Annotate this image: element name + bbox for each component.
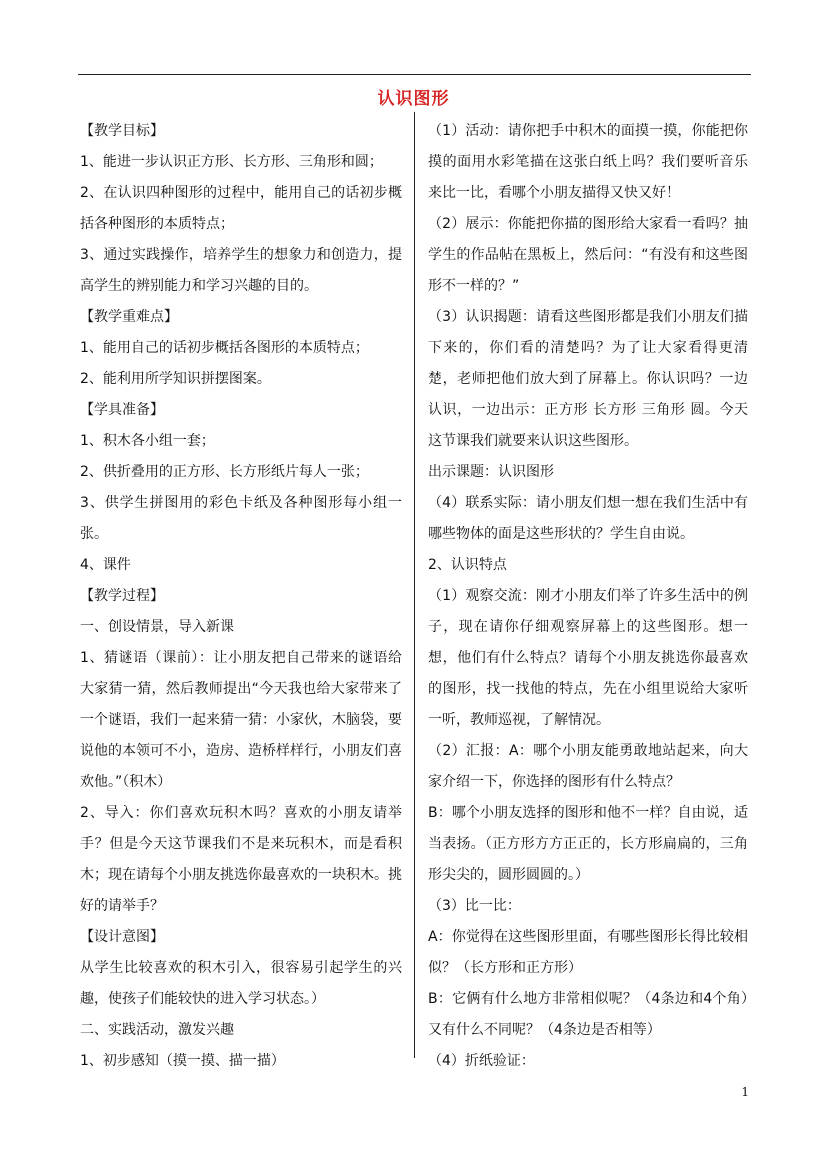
paragraph: 2、在认识四种图形的过程中，能用自己的话初步概括各种图形的本质特点； (80, 185, 402, 232)
page-number: 1 (741, 1085, 749, 1099)
column-divider (414, 112, 415, 1058)
paragraph: （3）比一比： (428, 898, 521, 914)
paragraph: 一、创设情景，导入新课 (80, 619, 234, 635)
right-column (428, 116, 748, 1077)
header-rule (78, 74, 751, 75)
paragraph: 2、供折叠用的正方形、长方形纸片每人一张； (80, 464, 369, 480)
paragraph: （1）观察交流：刚才小朋友们举了许多生活中的例子，现在请你仔细观察屏幕上的这些图形。想一想，他们有什么特点？请每个小朋友挑选你最喜欢的图形，找一找他的特点，先在小组里说给大家听一听，教师巡视，了解情况。 (428, 588, 748, 728)
paragraph: 【学具准备】 (80, 402, 164, 418)
left-column (80, 116, 402, 1077)
paragraph: A：你觉得在这些图形里面，有哪些图形长得比较相似？（长方形和正方形） (428, 929, 748, 976)
paragraph: 2、能利用所学知识拼摆图案。 (80, 371, 271, 387)
paragraph: 2、认识特点 (428, 557, 507, 573)
paragraph: 从学生比较喜欢的积木引入，很容易引起学生的兴趣，使孩子们能较快的进入学习状态。） (80, 960, 402, 1007)
paragraph: 1、能进一步认识正方形、长方形、三角形和圆； (80, 154, 383, 170)
paragraph: 2、导入：你们喜欢玩积木吗？喜欢的小朋友请举手？但是今天这节课我们不是来玩积木，而是看积木；现在请每个小朋友挑选你最喜欢的一块积木。挑好的请举手？ (80, 805, 402, 914)
paragraph: （2）展示：你能把你描的图形给大家看一看吗？抽学生的作品帖在黑板上，然后问：“有没有和这些图形不一样的？” (428, 216, 748, 294)
paragraph: B：哪个小朋友选择的图形和他不一样？自由说，适当表扬。（正方形方方正正的，长方形扁扁的，三角形尖尖的，圆形圆圆的。） (428, 805, 748, 883)
paragraph: 1、初步感知（摸一摸、描一描） (80, 1053, 285, 1069)
paragraph: 1、积木各小组一套； (80, 433, 215, 449)
paragraph: 二、实践活动，激发兴趣 (80, 1022, 234, 1038)
paragraph: 【教学重难点】 (80, 309, 178, 325)
paragraph: B：它俩有什么地方非常相似呢？（4条边和4个角）又有什么不同呢？（4条边是否相等） (428, 991, 748, 1038)
document-title: 认识图形 (377, 89, 450, 109)
paragraph: 【教学过程】 (80, 588, 164, 604)
paragraph: （2）汇报：A：哪个小朋友能勇敢地站起来，向大家介绍一下，你选择的图形有什么特点？ (428, 743, 748, 790)
paragraph: 出示课题：认识图形 (428, 464, 554, 480)
paragraph: 1、能用自己的话初步概括各图形的本质特点； (80, 340, 369, 356)
paragraph: （1）活动：请你把手中积木的面摸一摸，你能把你摸的面用水彩笔描在这张白纸上吗？我们要听音乐来比一比，看哪个小朋友描得又快又好！ (428, 123, 748, 201)
paragraph: 3、通过实践操作，培养学生的想象力和创造力，提高学生的辨别能力和学习兴趣的目的。 (80, 247, 402, 294)
paragraph: （4）折纸验证： (428, 1053, 535, 1069)
paragraph: 【设计意图】 (80, 929, 164, 945)
paragraph: （4）联系实际：请小朋友们想一想在我们生活中有哪些物体的面是这些形状的？学生自由说。 (428, 495, 748, 542)
paragraph: 4、课件 (80, 557, 131, 573)
paragraph: 1、猜谜语（课前）：让小朋友把自己带来的谜语给大家猜一猜，然后教师提出“今天我也给大家带来了一个谜语，我们一起来猜一猜：小家伙，木脑袋，要说他的本领可不小，造房、造桥样样行，小朋友们喜欢他。”（积木） (80, 650, 402, 790)
paragraph: （3）认识揭题：请看这些图形都是我们小朋友们描下来的，你们看的清楚吗？为了让大家看得更清楚，老师把他们放大到了屏幕上。你认识吗？一边认识，一边出示：正方形 长方形 三角形 圆。今天这节课我们就要来认识这些图形。 (428, 309, 748, 449)
paragraph: 3、供学生拼图用的彩色卡纸及各种图形每小组一张。 (80, 495, 402, 542)
paragraph: 【教学目标】 (80, 123, 164, 139)
